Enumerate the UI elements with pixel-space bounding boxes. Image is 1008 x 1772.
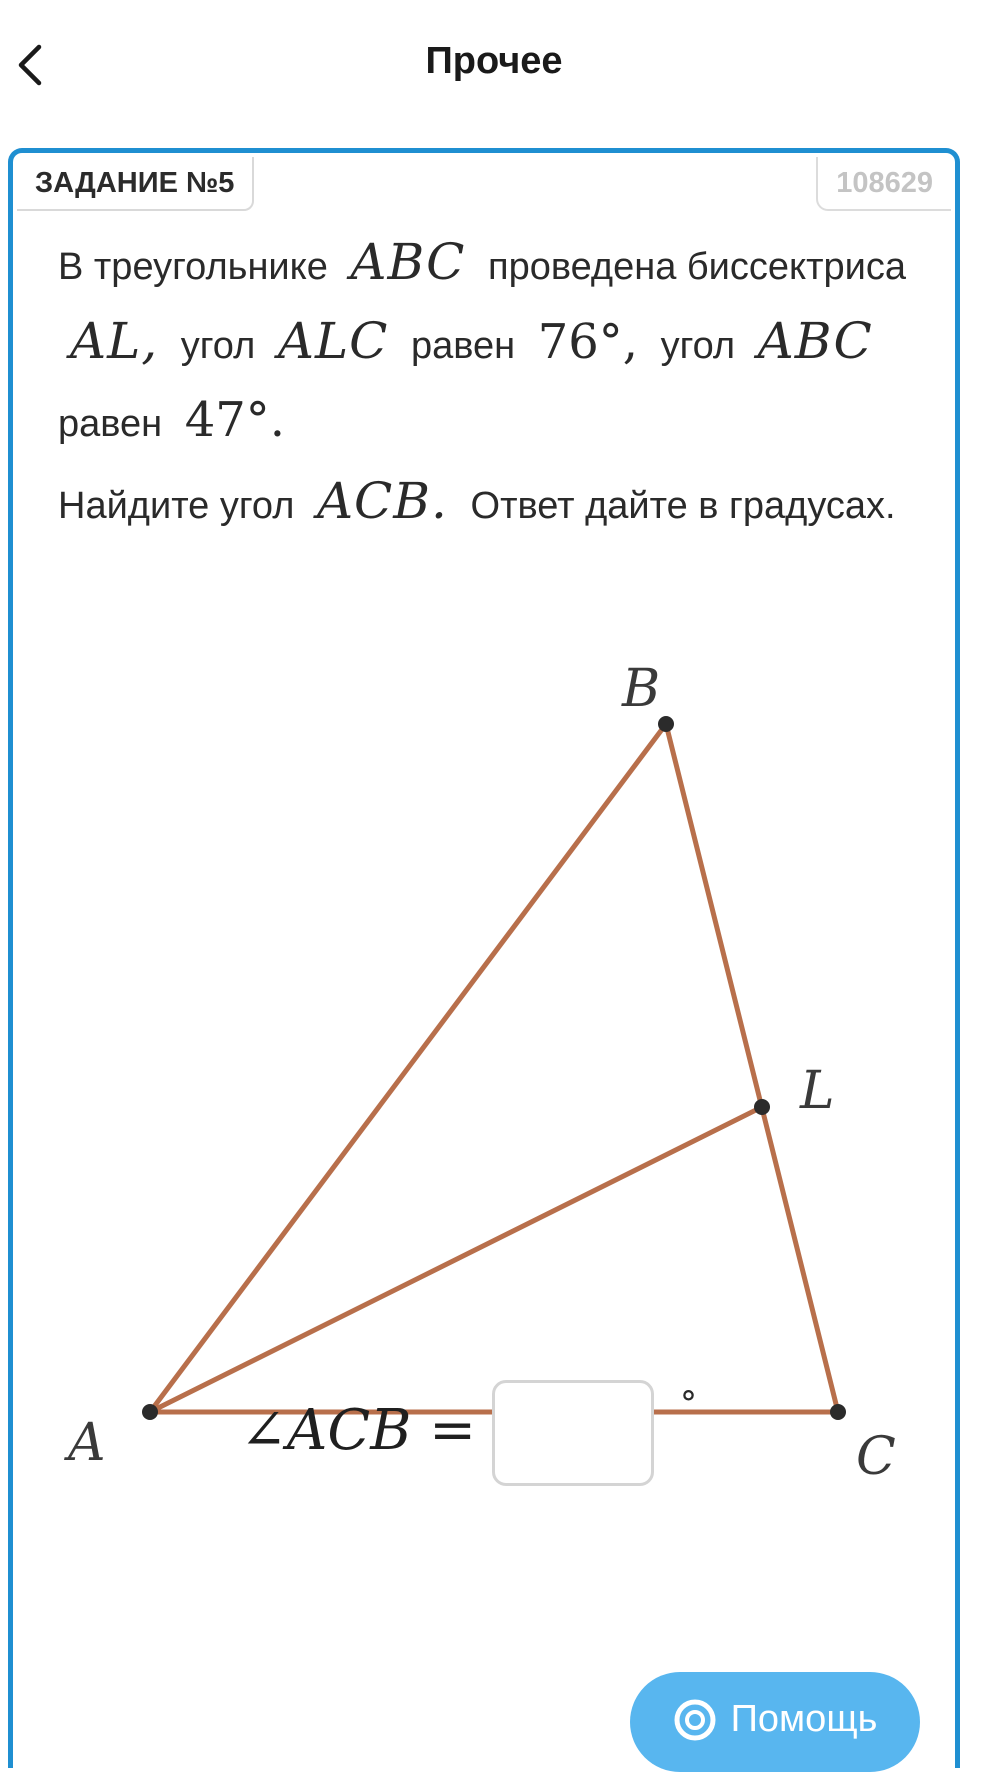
statement-text: угол — [180, 325, 256, 367]
statement-text: угол — [660, 325, 736, 367]
point-l — [754, 1099, 770, 1115]
label-l: L — [800, 1061, 835, 1121]
answer-label: ∠ACB = — [240, 1398, 477, 1463]
math-angle-acb: ACB. — [316, 472, 448, 530]
statement-text: равен — [410, 325, 516, 367]
statement-text: равен — [58, 403, 163, 445]
lifebuoy-icon — [673, 1698, 717, 1742]
math-angle-abc: ABC — [757, 312, 873, 370]
point-b — [658, 716, 674, 732]
answer-row — [240, 1380, 840, 1490]
answer-input[interactable] — [492, 1380, 654, 1486]
task-number-label: ЗАДАНИЕ №5 — [17, 157, 254, 211]
page-title: Прочее — [425, 40, 563, 82]
question-text: Найдите угол — [58, 485, 295, 527]
label-c: C — [856, 1427, 896, 1487]
task-id-badge: 108629 — [816, 157, 951, 211]
math-angle-alc: ALC — [277, 312, 389, 370]
degree-unit: ° — [680, 1384, 697, 1424]
side-ab — [150, 724, 666, 1412]
help-button-label: Помощь — [730, 1698, 878, 1740]
math-angle-value: 76°, — [537, 314, 639, 370]
statement-text: В треугольнике — [58, 246, 328, 288]
math-triangle-name: ABC — [350, 233, 466, 291]
bisector-al — [150, 1107, 762, 1412]
math-angle-value: 47°. — [184, 392, 286, 448]
point-a — [142, 1404, 158, 1420]
question-text: Ответ дайте в градусах. — [470, 485, 896, 527]
label-b: B — [622, 659, 661, 719]
label-a: A — [68, 1413, 106, 1473]
statement-text: проведена биссектриса — [488, 246, 906, 288]
math-bisector-name: AL, — [70, 312, 159, 370]
help-button[interactable] — [630, 1672, 920, 1772]
